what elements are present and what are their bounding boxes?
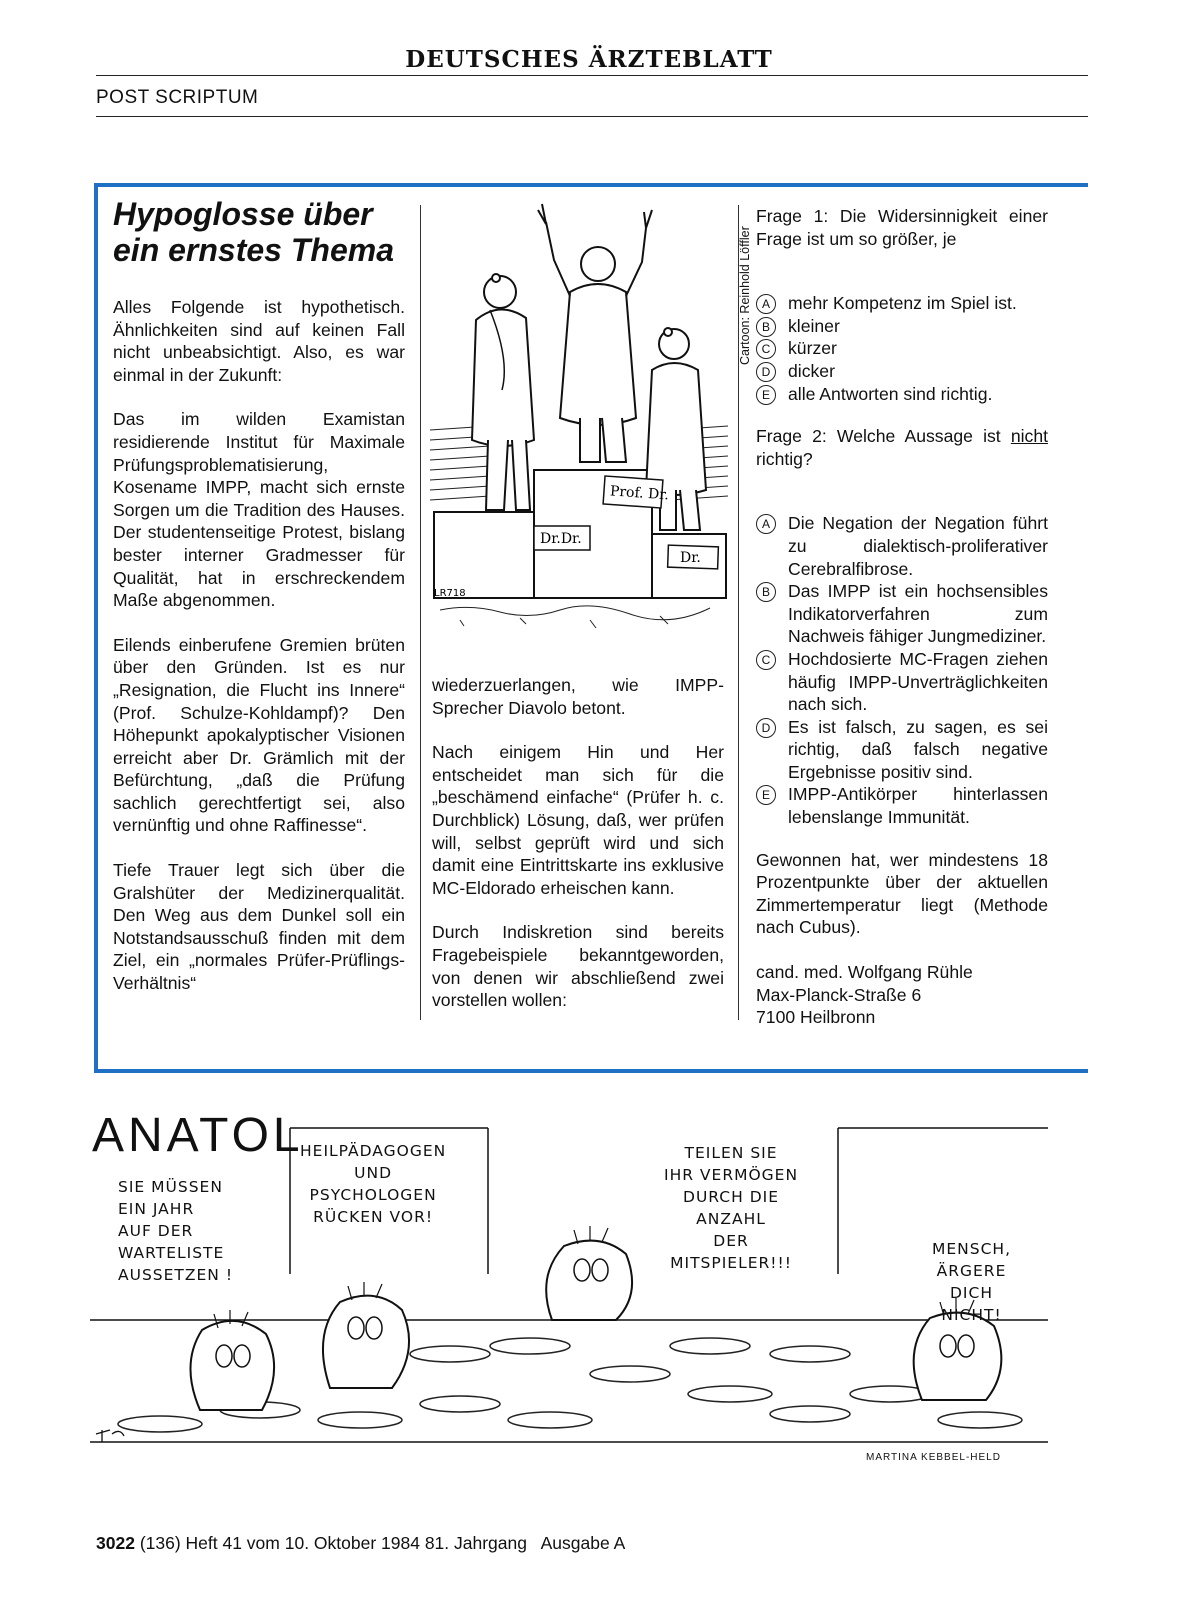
- author-street: Max-Planck-Straße 6: [756, 984, 922, 1005]
- frage-2-question-part-b: richtig?: [756, 448, 813, 469]
- frage-1-question: Frage 1: Die Widersinnigkeit einer Frage ist um so größer, je: [756, 206, 1048, 249]
- frage-2-question-part-a: Frage 2: Welche Aussage ist: [756, 426, 1001, 447]
- bubble-line: DURCH DIE: [683, 1188, 780, 1206]
- column-3: [756, 205, 1048, 1029]
- frage-2-option-b: [756, 580, 1048, 648]
- page-footer: [96, 1533, 625, 1554]
- option-text: dicker: [788, 360, 835, 381]
- bubble-line: MITSPIELER!!!: [670, 1254, 792, 1272]
- option-text: IMPP-Antikörper hinterlassen lebenslange Immunität.: [788, 784, 1048, 828]
- comic-bubble-4: [932, 1238, 1011, 1326]
- option-letter: B: [756, 582, 776, 602]
- frage-2-option-a: [756, 512, 1048, 580]
- bubble-line: SIE MÜSSEN: [118, 1178, 223, 1196]
- option-letter: B: [756, 317, 776, 337]
- comic-bubble-1: [118, 1176, 233, 1286]
- frage-2-option-e: [756, 783, 1048, 828]
- column-2: [432, 674, 724, 1034]
- frage-1-option-a: [756, 292, 1048, 315]
- bubble-line: MENSCH,: [932, 1240, 1012, 1258]
- bubble-line: EIN JAHR: [118, 1200, 195, 1218]
- column-1: [113, 196, 405, 1017]
- option-letter: E: [756, 385, 776, 405]
- comic-strip: [90, 1124, 1050, 1464]
- frage-1-option-e: [756, 383, 1048, 406]
- frage-1-option-c: [756, 337, 1048, 360]
- bubble-line: AUSSETZEN !: [118, 1266, 234, 1284]
- box-left-border: [94, 183, 98, 1073]
- title-line-1: Hypoglosse über: [113, 196, 373, 232]
- bubble-line: IHR VERMÖGEN: [664, 1166, 799, 1184]
- cartoon: [430, 200, 730, 640]
- cartoon-drawing: [430, 200, 730, 640]
- option-letter: A: [756, 514, 776, 534]
- sign-profdr: Prof. Dr.: [609, 483, 670, 504]
- bubble-line: ANZAHL: [696, 1210, 766, 1228]
- section-label: POST SCRIPTUM: [96, 87, 259, 108]
- comic-drawing: [90, 1124, 1050, 1464]
- option-text: Es ist falsch, zu sagen, es sei richtig, daß falsch negative Ergebnisse positiv sind.: [788, 716, 1048, 782]
- paragraph: Durch Indiskretion sind bereits Fragebeispiele bekanntgeworden, von denen wir abschließend zwei vorstellen wollen:: [432, 922, 724, 1011]
- author-name: cand. med. Wolfgang Rühle: [756, 962, 973, 983]
- frage-2-question-underlined: nicht: [1010, 426, 1049, 447]
- title-line-2: ein ernstes Thema: [113, 232, 394, 268]
- bubble-line: AUF DER: [118, 1222, 194, 1240]
- closing-paragraph: Gewonnen hat, wer mindestens 18 Prozentpunkte über der aktuellen Zimmertemperatur liegt (Methode nach Cubus).: [756, 849, 1048, 938]
- issue-info: (136) Heft 41 vom 10. Oktober 1984 81. Jahrgang Ausgabe A: [139, 1533, 626, 1553]
- author-block: [756, 961, 1048, 1029]
- comic-title: ANATOL: [92, 1109, 304, 1162]
- paragraph: Tiefe Trauer legt sich über die Gralshüter der Medizinerqualität. Den Weg aus dem Dunkel soll ein Notstandsausschuß finden mit dem Ziel, ein „normales Prüfer-Prüflings-Verhältnis“: [113, 860, 405, 994]
- frage-2-question: [756, 425, 1048, 470]
- paragraph: Nach einigem Hin und Her entscheidet man sich für die „beschämend einfache“ (Prüfer h. c. Durchblick) Lösung, daß, wer prüfen will, selbst geprüft wird und sich damit eine Eintrittskarte ins exklusive MC-Eldorado erheischen kann.: [432, 742, 724, 898]
- bubble-line: RÜCKEN VOR!: [313, 1208, 434, 1226]
- bubble-line: DER: [713, 1232, 749, 1250]
- option-letter: A: [756, 294, 776, 314]
- author-city: 7100 Heilbronn: [756, 1007, 876, 1028]
- option-letter: D: [756, 718, 776, 738]
- bubble-line: DICH: [950, 1284, 993, 1302]
- sign-drdr: Dr.Dr.: [540, 531, 582, 547]
- masthead-rule: [96, 75, 1088, 76]
- bubble-line: HEILPÄDAGOGEN: [300, 1142, 447, 1160]
- section-rule: [96, 116, 1088, 117]
- bubble-line: WARTELISTE: [118, 1244, 225, 1262]
- option-text: Das IMPP ist ein hochsensibles Indikatorverfahren zum Nachweis fähiger Jungmediziner.: [788, 581, 1048, 647]
- masthead: DEUTSCHES ÄRZTEBLATT: [405, 46, 773, 73]
- paragraph: Das im wilden Examistan residierende Institut für Maximale Prüfungsproblematisierung, Kosename IMPP, macht sich ernste Sorgen um die Tradition des Hauses. Der studentenseitige Protest, bislang bester interner Gradmesser für Qualität, hat in erschreckendem Maße abgenommen.: [113, 409, 405, 611]
- option-letter: E: [756, 785, 776, 805]
- frage-2-option-d: [756, 716, 1048, 784]
- sign-dr: Dr.: [680, 550, 701, 566]
- comic-bubble-3: [664, 1142, 798, 1274]
- article-title: [113, 196, 405, 268]
- option-text: Die Negation der Negation führt zu dialektisch-proliferativer Cerebralfibrose.: [788, 513, 1048, 579]
- bubble-line: UND: [354, 1164, 393, 1182]
- option-letter: C: [756, 339, 776, 359]
- frage-1-option-d: [756, 360, 1048, 383]
- option-text: kürzer: [788, 338, 837, 359]
- box-bottom-border: [94, 1069, 1088, 1073]
- box-top-border: [94, 183, 1088, 187]
- option-letter: C: [756, 650, 776, 670]
- option-text: kleiner: [788, 315, 840, 336]
- cartoon-signature: LR718: [434, 588, 466, 599]
- frage-1-option-b: [756, 315, 1048, 338]
- comic-bubble-2: [300, 1140, 446, 1228]
- paragraph: Alles Folgende ist hypothetisch. Ähnlichkeiten sind auf keinen Fall nicht unbeabsichtigt. Also, es war einmal in der Zukunft:: [113, 297, 405, 385]
- option-text: alle Antworten sind richtig.: [788, 383, 993, 404]
- paragraph: wiederzuerlangen, wie IMPP-Sprecher Diavolo betont.: [432, 675, 724, 718]
- bubble-line: TEILEN SIE: [684, 1144, 778, 1162]
- bubble-line: NICHT!: [941, 1306, 1002, 1324]
- option-text: mehr Kompetenz im Spiel ist.: [788, 293, 1017, 314]
- comic-signature: MARTINA KEBBEL-HELD: [866, 1452, 1001, 1463]
- bubble-line: ÄRGERE: [936, 1262, 1007, 1280]
- option-text: Hochdosierte MC-Fragen ziehen häufig IMPP-Unverträglichkeiten nach sich.: [788, 648, 1048, 715]
- frage-2-option-c: [756, 648, 1048, 716]
- paragraph: Eilends einberufene Gremien brüten über den Gründen. Ist es nur „Resignation, die Flucht ins Innere“ (Prof. Schulze-Kohldampf)? Den Höhepunkt apokalyptischer Visionen erreicht aber Dr. Grämlich mit der Befürchtung, „daß die Prüfung sachlich gerechtfertigt sei, also vernünftig und ohne Raffinesse“.: [113, 634, 405, 836]
- bubble-line: PSYCHOLOGEN: [309, 1186, 437, 1204]
- option-letter: D: [756, 362, 776, 382]
- cartoon-credit-text: Cartoon: Reinhold Löffler: [738, 226, 752, 365]
- column-rule-1: [420, 205, 421, 1020]
- page-number: 3022: [96, 1533, 135, 1553]
